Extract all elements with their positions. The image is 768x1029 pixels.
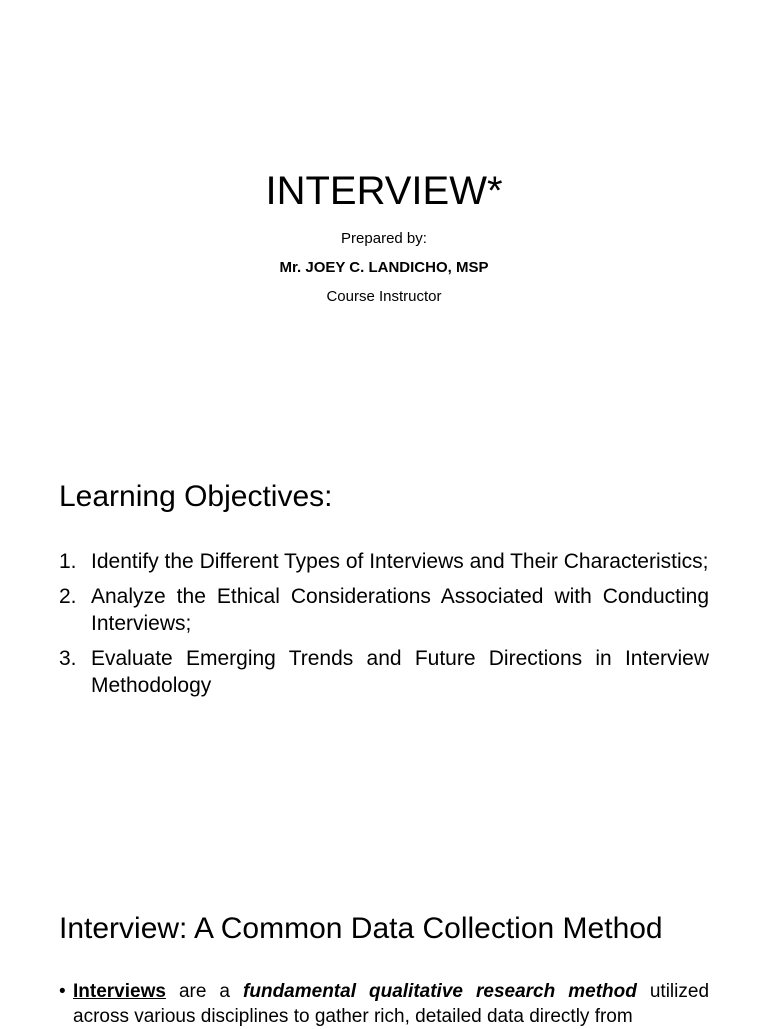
instructor-name: Mr. JOEY C. LANDICHO, MSP — [279, 259, 489, 276]
intro-heading: Interview: A Common Data Collection Method — [59, 912, 663, 945]
objective-text: Analyze the Ethical Considerations Associated with Conducting Interviews; — [91, 585, 709, 635]
objective-item — [59, 548, 709, 575]
objectives-slide — [0, 432, 768, 864]
interview-intro-slide — [0, 864, 768, 1027]
objective-number: 1. — [59, 550, 77, 573]
bullet-point — [59, 979, 709, 1029]
instructor-role: Course Instructor — [326, 288, 442, 305]
bullet-text-part: are a — [165, 981, 244, 1002]
bullet-text — [59, 979, 709, 1029]
key-term: Interviews — [73, 981, 166, 1002]
objective-text: Identify the Different Types of Interviews and Their Characteristics; — [91, 550, 709, 573]
objective-item — [59, 583, 709, 637]
title-slide — [0, 0, 768, 432]
bullet-text-part: utilized across various disciplines to gather rich, detailed data directly from — [73, 981, 710, 1027]
prepared-by-label: Prepared by: — [341, 230, 427, 247]
bullet-marker: • — [59, 981, 66, 1002]
objective-item — [59, 645, 709, 699]
objective-number: 2. — [59, 585, 77, 608]
objective-number: 3. — [59, 647, 77, 670]
emphasized-phrase: fundamental qualitative research method — [243, 981, 637, 1002]
objectives-heading: Learning Objectives: — [59, 480, 333, 513]
objectives-list — [59, 548, 709, 707]
slide-title: INTERVIEW* — [265, 169, 503, 213]
objective-text: Evaluate Emerging Trends and Future Directions in Interview Methodology — [91, 647, 709, 697]
